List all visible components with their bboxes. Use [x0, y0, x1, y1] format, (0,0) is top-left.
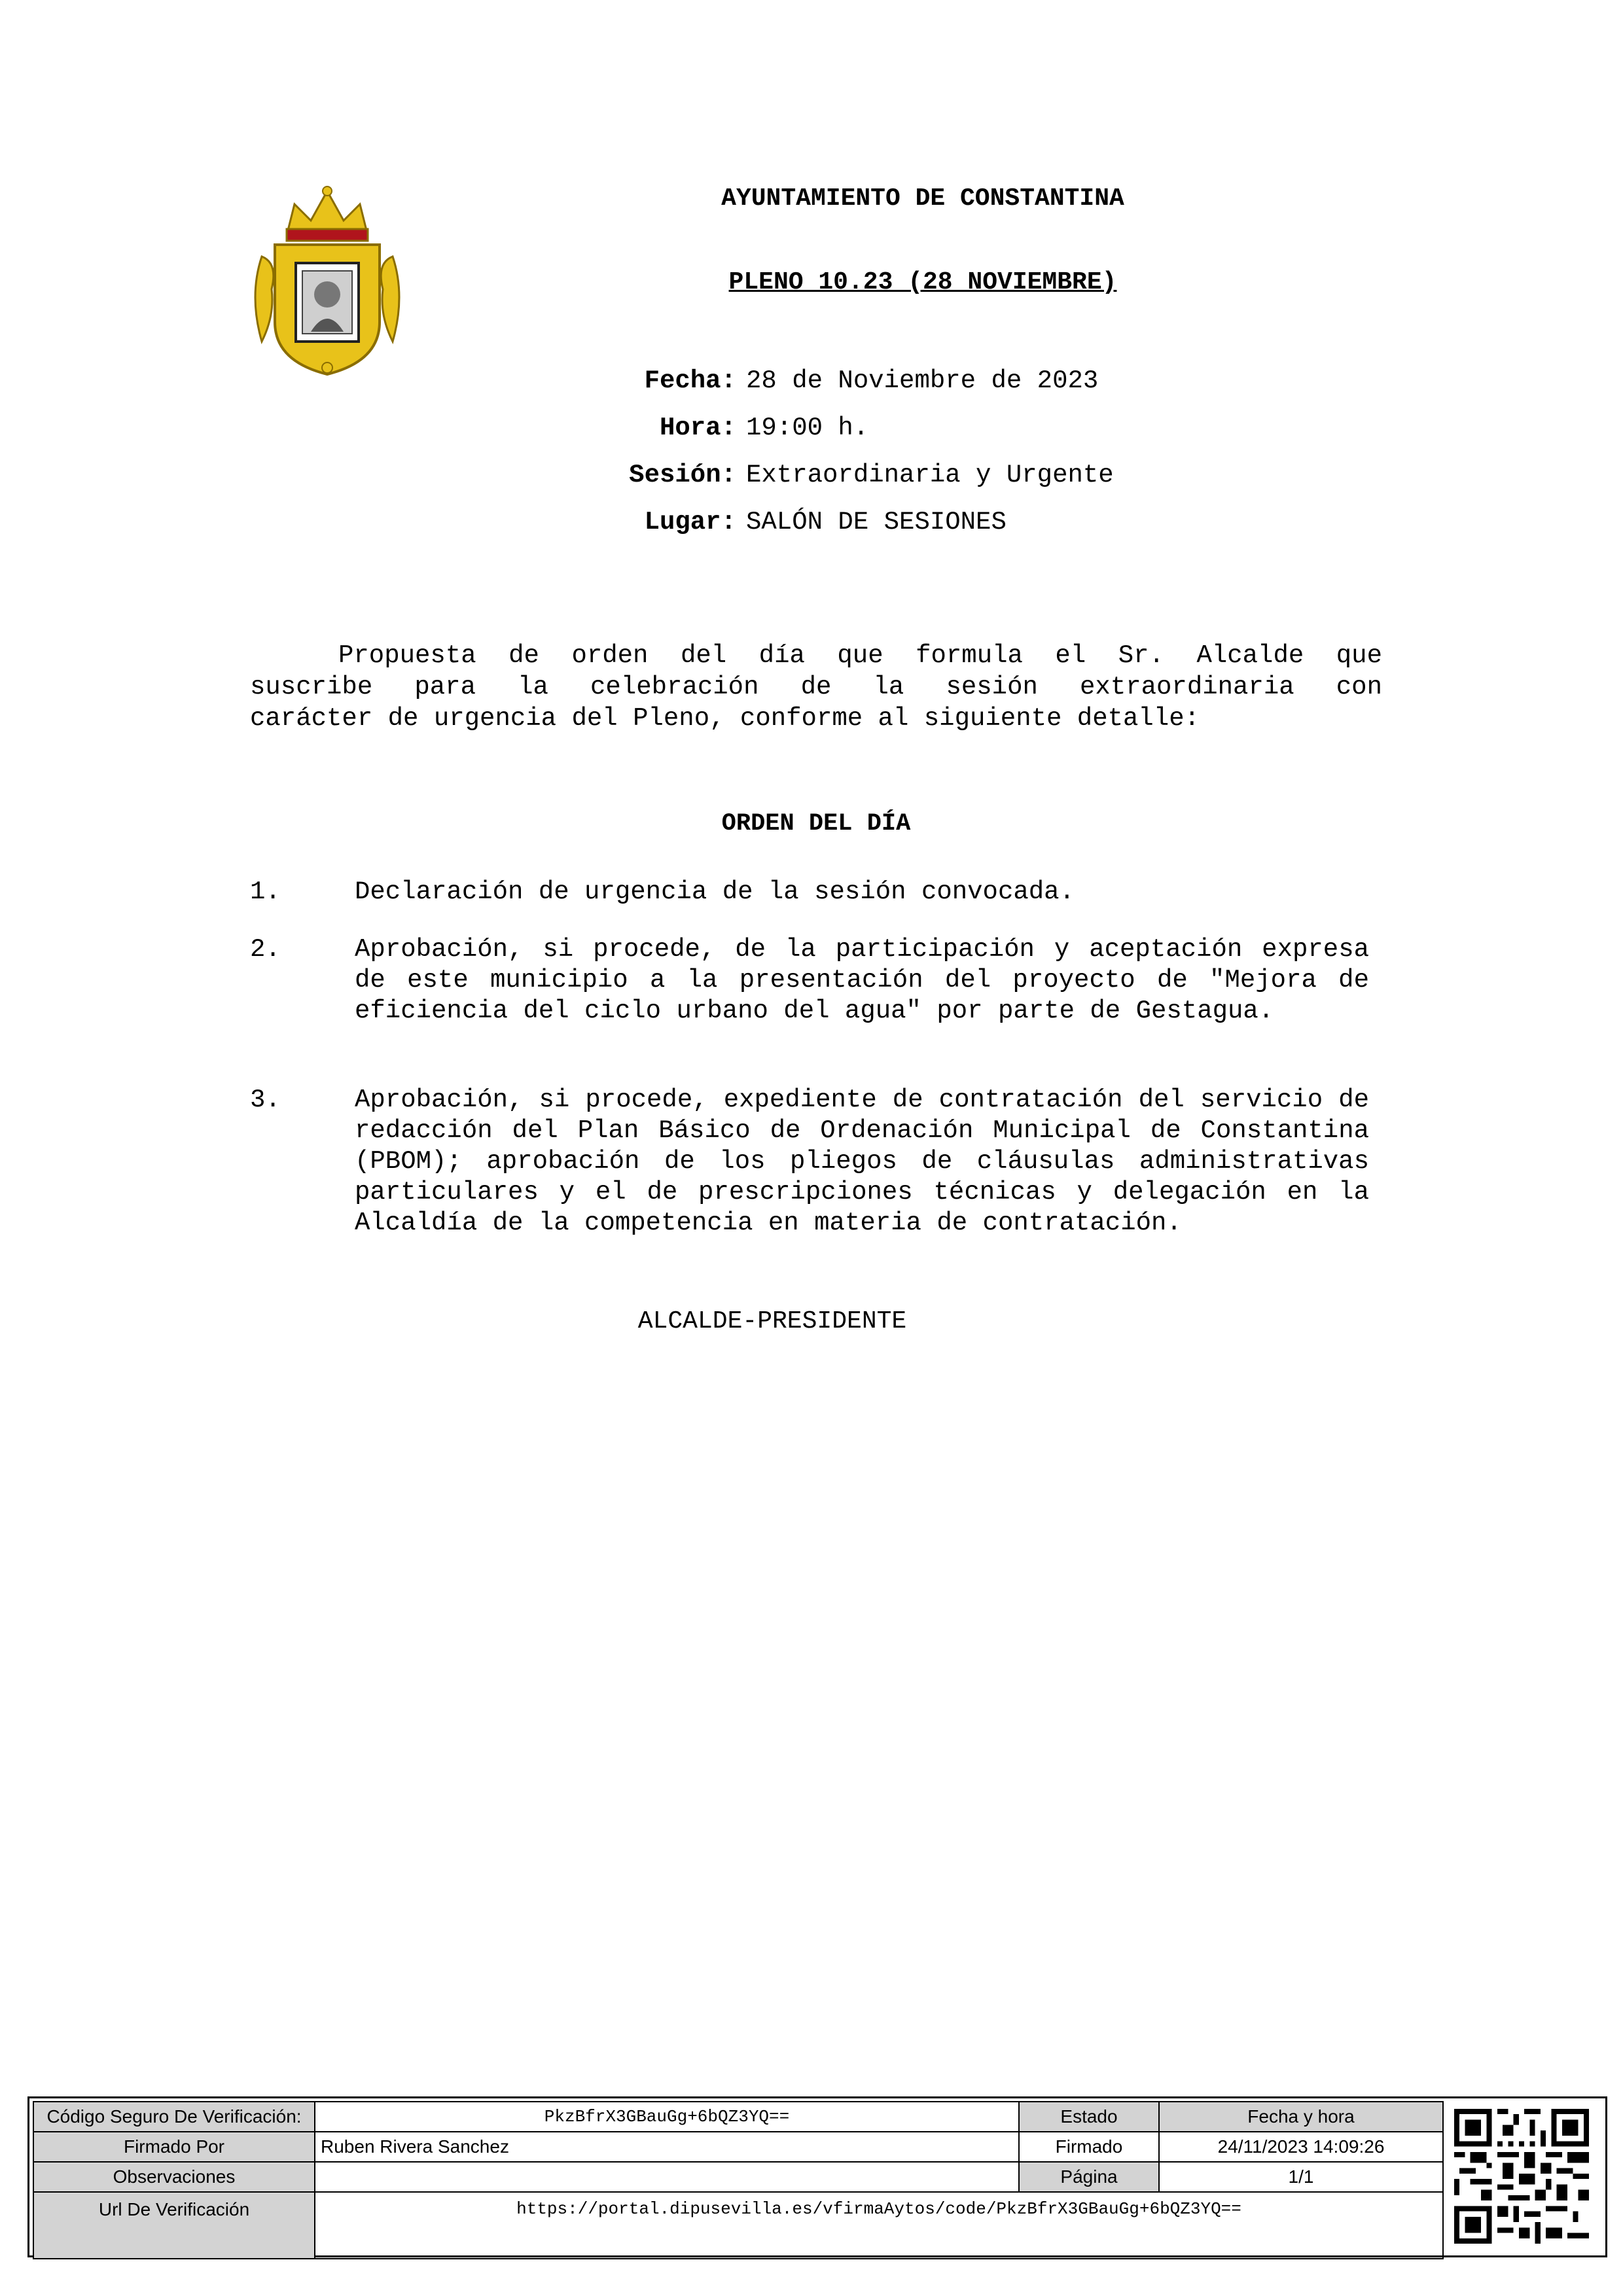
csv-value: PkzBfrX3GBauGg+6bQZ3YQ== [315, 2102, 1019, 2132]
agenda-item-number: 1. [250, 877, 281, 906]
intro-line: carácter de urgencia del Pleno, conforme al siguiente detalle: [250, 704, 1200, 733]
agenda-item-text: Declaración de urgencia de la sesión convocada. [355, 877, 1075, 906]
agenda-item-number: 3. [250, 1086, 281, 1114]
observaciones-label: Observaciones [33, 2162, 315, 2192]
meta-label: Sesión: [629, 461, 736, 489]
signer-title: ALCALDE-PRESIDENTE [637, 1307, 907, 1335]
meta-sesion [510, 461, 1114, 500]
estado-value: Firmado [1019, 2132, 1159, 2162]
meta-hora [510, 414, 868, 453]
agenda-item [250, 1085, 1369, 1239]
intro-line: suscribe para la celebración de la sesión extraordinaria con [250, 673, 1382, 701]
intro-line: Propuesta de orden del día que formula el Sr. Alcalde que [338, 641, 1382, 670]
agenda-item-text: Aprobación, si procede, expediente de contratación del servicio de redacción del Plan Básico de Ordenación Municipal de Constantina (PBOM); aprobación de los pliegos de cláusulas administrativas particulares y el de prescripciones técnicas y delegación en la Alcaldía de la competencia en materia de contratación. [355, 1086, 1369, 1237]
table-row [33, 2102, 1443, 2132]
meta-label: Hora: [659, 414, 736, 442]
fecha-hora-label: Fecha y hora [1159, 2102, 1443, 2132]
meta-label: Fecha: [644, 366, 736, 395]
url-label: Url De Verificación [33, 2192, 315, 2259]
verification-table [33, 2101, 1444, 2259]
meta-fecha [510, 366, 1098, 406]
table-row [33, 2132, 1443, 2162]
fecha-hora-value: 24/11/2023 14:09:26 [1159, 2132, 1443, 2162]
meta-lugar [510, 508, 1007, 547]
agenda-item [250, 934, 1369, 1027]
qr-code [1454, 2109, 1589, 2244]
meta-label: Lugar: [644, 508, 736, 537]
agenda-item-number: 2. [250, 935, 281, 964]
intro-paragraph [250, 640, 1382, 734]
orden-heading: ORDEN DEL DÍA [721, 810, 911, 838]
meta-value: 19:00 h. [746, 414, 869, 442]
document-title: PLENO 10.23 (28 NOVIEMBRE) [728, 268, 1117, 296]
observaciones-value [315, 2162, 1019, 2192]
organization-title: AYUNTAMIENTO DE CONSTANTINA [721, 185, 1124, 213]
meta-value: 28 de Noviembre de 2023 [746, 366, 1099, 395]
estado-label: Estado [1019, 2102, 1159, 2132]
agenda-item-text: Aprobación, si procede, de la participación y aceptación expresa de este municipio a la presentación del proyecto de "Mejora de eficiencia del ciclo urbano del agua" por parte de Gestagua. [355, 935, 1369, 1025]
firmado-por-label: Firmado Por [33, 2132, 315, 2162]
pagina-value: 1/1 [1159, 2162, 1443, 2192]
pagina-label: Página [1019, 2162, 1159, 2192]
csv-label: Código Seguro De Verificación: [33, 2102, 315, 2132]
firmado-por-value: Ruben Rivera Sanchez [315, 2132, 1019, 2162]
meta-value: Extraordinaria y Urgente [746, 461, 1114, 489]
table-row [33, 2162, 1443, 2192]
url-value[interactable]: https://portal.dipusevilla.es/vfirmaAytos/code/PkzBfrX3GBauGg+6bQZ3YQ== [315, 2192, 1443, 2259]
coat-of-arms-logo [249, 185, 406, 381]
agenda-item [250, 877, 1369, 908]
table-row [33, 2192, 1443, 2259]
meta-value: SALÓN DE SESIONES [746, 508, 1007, 537]
